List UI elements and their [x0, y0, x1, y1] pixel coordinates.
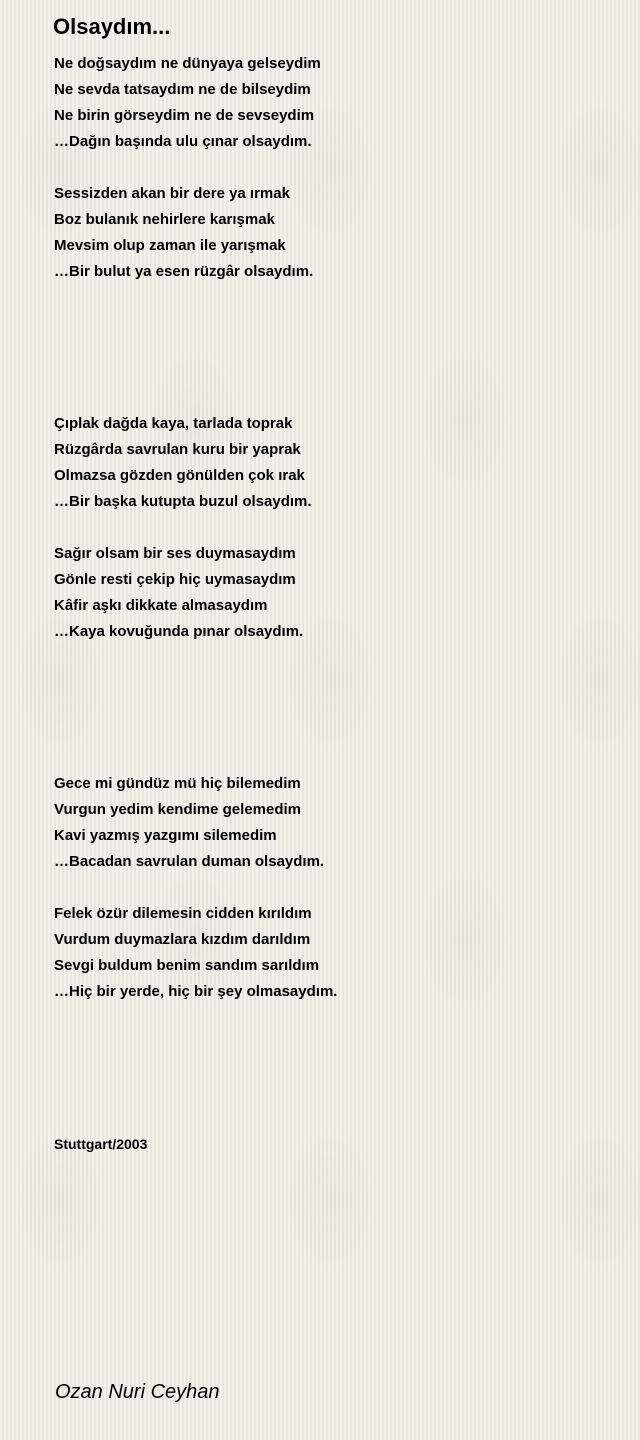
stanza-4 [54, 541, 303, 645]
poem-line: …Hiç bir yerde, hiç bir şey olmasaydım. [54, 983, 338, 1000]
poem-line: …Kaya kovuğunda pınar olsaydım. [54, 623, 304, 640]
poem-line: Sevgi buldum benim sandım sarıldım [54, 957, 320, 974]
poem-line: Boz bulanık nehirlere karışmak [54, 211, 275, 228]
place-date: Stuttgart/2003 [54, 1136, 148, 1152]
poem-line: Kavi yazmış yazgımı silemedim [54, 827, 277, 844]
poem-line: Felek özür dilemesin cidden kırıldım [54, 905, 312, 922]
poem-line: Olmazsa gözden gönülden çok ırak [54, 467, 305, 484]
stanza-1 [54, 51, 321, 155]
poem-line: Ne sevda tatsaydım ne de bilseydim [54, 81, 311, 98]
poem-line: Kâfir aşkı dikkate almasaydım [54, 597, 268, 614]
poem-line: …Bir bulut ya esen rüzgâr olsaydım. [54, 263, 314, 280]
poem-line: Ne birin görseydim ne de sevseydim [54, 107, 315, 124]
poem-line: …Dağın başında ulu çınar olsaydım. [54, 133, 312, 150]
poem-title: Olsaydım... [53, 14, 171, 39]
poem-line: Gönle resti çekip hiç uymasaydım [54, 571, 296, 588]
poem-line: Gece mi gündüz mü hiç bilemedim [54, 775, 301, 792]
stanza-3 [54, 411, 312, 515]
author-name: Ozan Nuri Ceyhan [55, 1381, 220, 1403]
poem-line: Vurgun yedim kendime gelemedim [54, 801, 302, 818]
stanza-6 [54, 901, 337, 1005]
poem-line: Ne doğsaydım ne dünyaya gelseydim [54, 55, 321, 72]
poem-line: …Bir başka kutupta buzul olsaydım. [54, 493, 312, 510]
poem-line: …Bacadan savrulan duman olsaydım. [54, 853, 325, 870]
stanza-2 [54, 181, 313, 285]
poem-line: Rüzgârda savrulan kuru bir yaprak [54, 441, 301, 458]
poem-line: Sağır olsam bir ses duymasaydım [54, 545, 296, 562]
stanza-5 [54, 771, 324, 875]
poem-line: Vurdum duymazlara kızdım darıldım [54, 931, 311, 948]
poem-line: Çıplak dağda kaya, tarlada toprak [54, 415, 293, 432]
poem-line: Sessizden akan bir dere ya ırmak [54, 185, 290, 202]
poem-line: Mevsim olup zaman ile yarışmak [54, 237, 286, 254]
